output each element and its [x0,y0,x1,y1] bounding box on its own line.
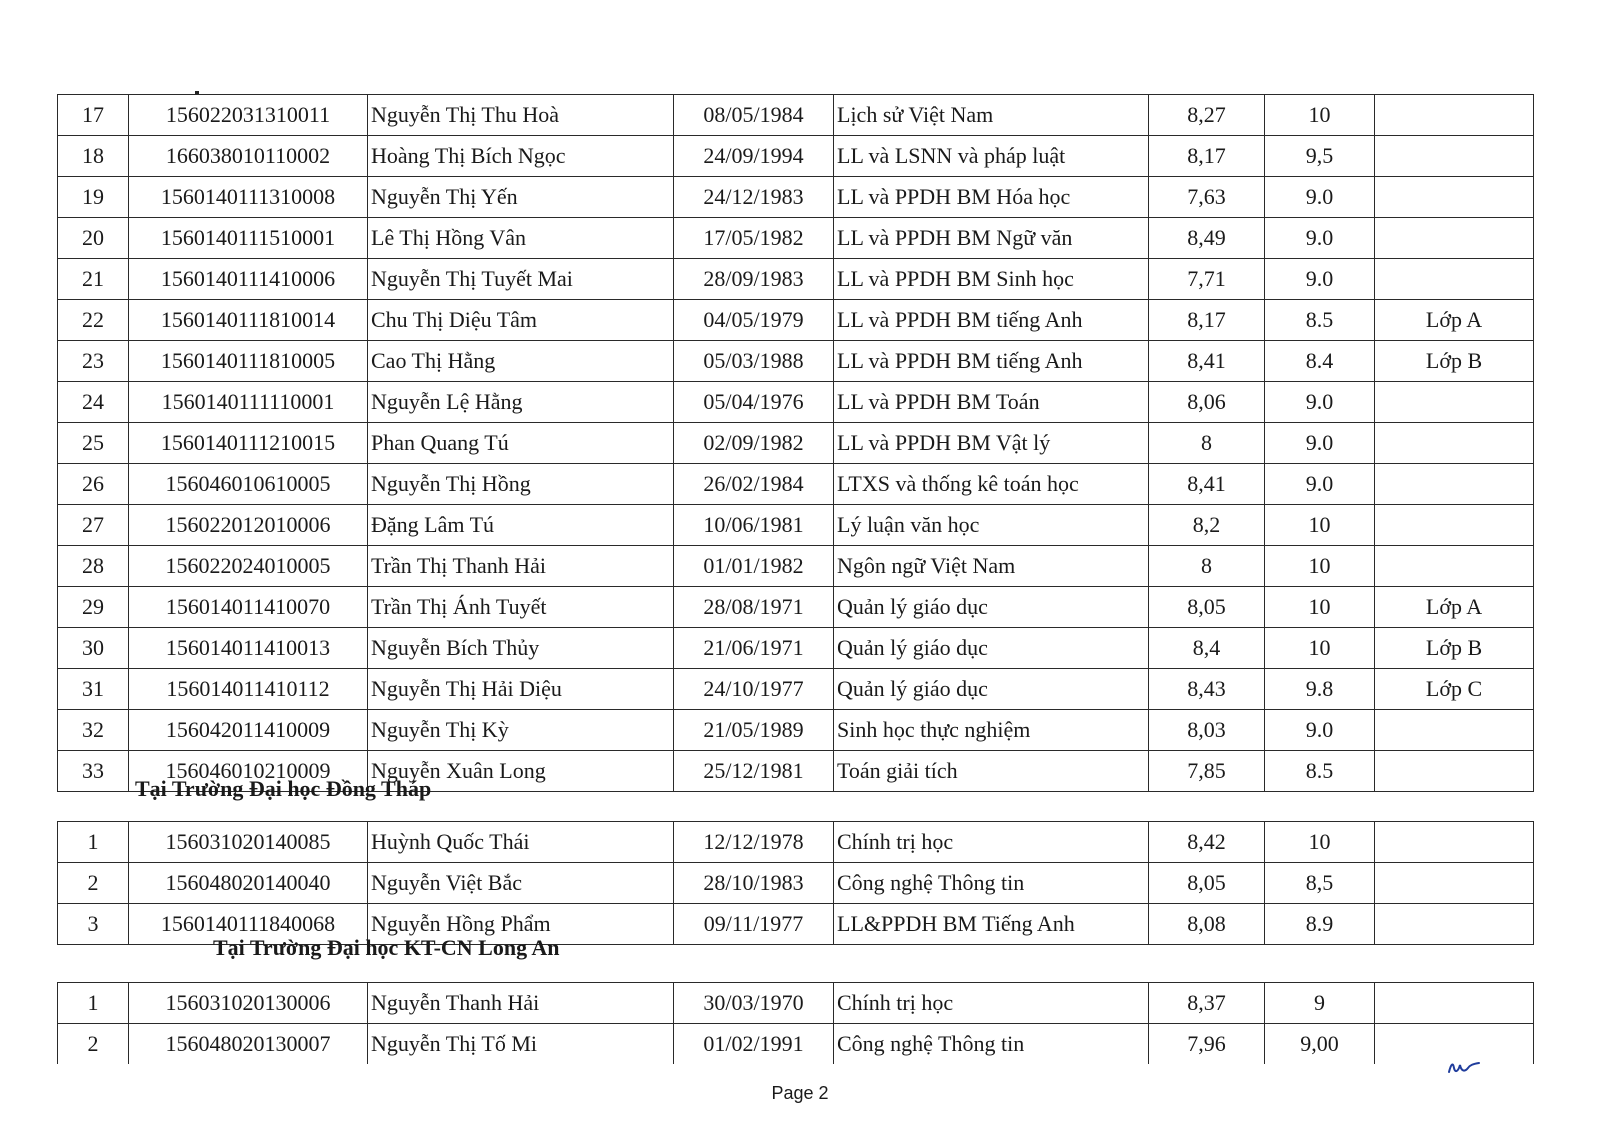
class-note-cell [1375,822,1534,863]
row-number-cell: 20 [58,218,129,259]
table-row [58,710,1534,751]
row-number-cell: 23 [58,341,129,382]
row-number-cell: 21 [58,259,129,300]
student-name-cell: Hoàng Thị Bích Ngọc [368,136,674,177]
student-id-cell: 1560140111810005 [129,341,368,382]
class-note-cell: Lớp A [1375,587,1534,628]
student-name-cell: Nguyễn Thị Tố Mi [368,1024,674,1065]
major-cell: Toán giải tích [834,751,1149,792]
student-name-cell: Nguyễn Thanh Hải [368,983,674,1024]
row-number-cell: 1 [58,983,129,1024]
table-row [58,546,1534,587]
student-name-cell: Trần Thị Ánh Tuyết [368,587,674,628]
average-score-cell: 8,17 [1149,300,1265,341]
thesis-score-cell: 9.0 [1265,177,1375,218]
average-score-cell: 8,41 [1149,464,1265,505]
student-id-cell: 1560140111510001 [129,218,368,259]
average-score-cell: 8,43 [1149,669,1265,710]
student-id-cell: 1560140111810014 [129,300,368,341]
row-number-cell: 24 [58,382,129,423]
student-name-cell: Nguyễn Bích Thủy [368,628,674,669]
major-cell: Quản lý giáo dục [834,628,1149,669]
table-row [58,863,1534,904]
student-id-cell: 156031020140085 [129,822,368,863]
thesis-score-cell: 8.5 [1265,751,1375,792]
thesis-score-cell: 9.0 [1265,423,1375,464]
thesis-score-cell: 9.0 [1265,710,1375,751]
table-row [58,177,1534,218]
student-table-long-an [57,982,1534,1064]
average-score-cell: 7,71 [1149,259,1265,300]
class-note-cell: Lớp B [1375,628,1534,669]
thesis-score-cell: 9.8 [1265,669,1375,710]
average-score-cell: 8,27 [1149,95,1265,136]
table-row [58,983,1534,1024]
table-row [58,822,1534,863]
student-name-cell: Phan Quang Tú [368,423,674,464]
average-score-cell: 8,37 [1149,983,1265,1024]
thesis-score-cell: 9,00 [1265,1024,1375,1065]
student-id-cell: 156031020130006 [129,983,368,1024]
student-id-cell: 1560140111410006 [129,259,368,300]
average-score-cell: 8,41 [1149,341,1265,382]
average-score-cell: 7,96 [1149,1024,1265,1065]
handwritten-initial-icon [1446,1052,1482,1076]
average-score-cell: 8 [1149,423,1265,464]
student-id-cell: 156022031310011 [129,95,368,136]
thesis-score-cell: 8.4 [1265,341,1375,382]
birth-date-cell: 24/12/1983 [674,177,834,218]
row-number-cell: 32 [58,710,129,751]
thesis-score-cell: 9 [1265,983,1375,1024]
thesis-score-cell: 10 [1265,628,1375,669]
row-number-cell: 1 [58,822,129,863]
row-number-cell: 3 [58,904,129,945]
table-row [58,300,1534,341]
table-row [58,218,1534,259]
major-cell: Sinh học thực nghiệm [834,710,1149,751]
birth-date-cell: 21/05/1989 [674,710,834,751]
average-score-cell: 8,2 [1149,505,1265,546]
student-id-cell: 156022012010006 [129,505,368,546]
birth-date-cell: 01/01/1982 [674,546,834,587]
average-score-cell: 8,42 [1149,822,1265,863]
thesis-score-cell: 10 [1265,822,1375,863]
average-score-cell: 8,49 [1149,218,1265,259]
student-name-cell: Nguyễn Thị Hồng [368,464,674,505]
student-name-cell: Trần Thị Thanh Hải [368,546,674,587]
birth-date-cell: 26/02/1984 [674,464,834,505]
thesis-score-cell: 8.5 [1265,300,1375,341]
class-note-cell [1375,464,1534,505]
class-note-cell [1375,751,1534,792]
table-row [58,464,1534,505]
student-name-cell: Nguyễn Thị Tuyết Mai [368,259,674,300]
row-number-cell: 27 [58,505,129,546]
section-title-dong-thap: Tại Trường Đại học Đồng Tháp [135,776,432,801]
major-cell: LL và PPDH BM tiếng Anh [834,300,1149,341]
section-title-long-an: Tại Trường Đại học KT-CN Long An [213,935,560,960]
row-number-cell: 33 [58,751,129,792]
class-note-cell [1375,863,1534,904]
class-note-cell [1375,259,1534,300]
student-id-cell: 156014011410013 [129,628,368,669]
major-cell: LL&PPDH BM Tiếng Anh [834,904,1149,945]
class-note-cell [1375,505,1534,546]
student-id-cell: 156014011410112 [129,669,368,710]
row-number-cell: 2 [58,1024,129,1065]
major-cell: Công nghệ Thông tin [834,1024,1149,1065]
birth-date-cell: 04/05/1979 [674,300,834,341]
average-score-cell: 7,85 [1149,751,1265,792]
thesis-score-cell: 10 [1265,546,1375,587]
birth-date-cell: 02/09/1982 [674,423,834,464]
student-name-cell: Nguyễn Thị Thu Hoà [368,95,674,136]
student-name-cell: Cao Thị Hằng [368,341,674,382]
student-id-cell: 1560140111840068 [129,904,368,945]
birth-date-cell: 17/05/1982 [674,218,834,259]
birth-date-cell: 28/08/1971 [674,587,834,628]
average-score-cell: 7,63 [1149,177,1265,218]
table-row [58,259,1534,300]
birth-date-cell: 09/11/1977 [674,904,834,945]
table-row [58,587,1534,628]
table-row [58,628,1534,669]
row-number-cell: 17 [58,95,129,136]
major-cell: Chính trị học [834,983,1149,1024]
birth-date-cell: 24/09/1994 [674,136,834,177]
class-note-cell [1375,904,1534,945]
table-row [58,423,1534,464]
row-number-cell: 31 [58,669,129,710]
student-id-cell: 1560140111310008 [129,177,368,218]
student-id-cell: 1560140111110001 [129,382,368,423]
birth-date-cell: 24/10/1977 [674,669,834,710]
class-note-cell [1375,218,1534,259]
major-cell: LL và PPDH BM Ngữ văn [834,218,1149,259]
major-cell: LL và PPDH BM Sinh học [834,259,1149,300]
birth-date-cell: 12/12/1978 [674,822,834,863]
major-cell: LTXS và thống kê toán học [834,464,1149,505]
row-number-cell: 22 [58,300,129,341]
major-cell: Lịch sử Việt Nam [834,95,1149,136]
student-name-cell: Nguyễn Việt Bắc [368,863,674,904]
major-cell: LL và LSNN và pháp luật [834,136,1149,177]
row-number-cell: 29 [58,587,129,628]
average-score-cell: 8,05 [1149,863,1265,904]
major-cell: LL và PPDH BM Toán [834,382,1149,423]
thesis-score-cell: 9.0 [1265,464,1375,505]
class-note-cell [1375,983,1534,1024]
class-note-cell [1375,136,1534,177]
class-note-cell: Lớp B [1375,341,1534,382]
table-row [58,1024,1534,1065]
student-name-cell: Huỳnh Quốc Thái [368,822,674,863]
major-cell: LL và PPDH BM Hóa học [834,177,1149,218]
average-score-cell: 8,03 [1149,710,1265,751]
student-id-cell: 156046010210009 [129,751,368,792]
row-number-cell: 28 [58,546,129,587]
thesis-score-cell: 10 [1265,95,1375,136]
student-name-cell: Nguyễn Thị Hải Diệu [368,669,674,710]
major-cell: Lý luận văn học [834,505,1149,546]
birth-date-cell: 28/09/1983 [674,259,834,300]
average-score-cell: 8,08 [1149,904,1265,945]
average-score-cell: 8,17 [1149,136,1265,177]
row-number-cell: 25 [58,423,129,464]
student-name-cell: Nguyễn Thị Kỳ [368,710,674,751]
thesis-score-cell: 9.0 [1265,259,1375,300]
table-row [58,669,1534,710]
table-row [58,505,1534,546]
major-cell: Quản lý giáo dục [834,587,1149,628]
student-id-cell: 156046010610005 [129,464,368,505]
birth-date-cell: 01/02/1991 [674,1024,834,1065]
thesis-score-cell: 9,5 [1265,136,1375,177]
student-name-cell: Nguyễn Xuân Long [368,751,674,792]
birth-date-cell: 05/04/1976 [674,382,834,423]
major-cell: Quản lý giáo dục [834,669,1149,710]
birth-date-cell: 21/06/1971 [674,628,834,669]
thesis-score-cell: 10 [1265,505,1375,546]
thesis-score-cell: 10 [1265,587,1375,628]
student-id-cell: 156048020130007 [129,1024,368,1065]
table-row [58,382,1534,423]
average-score-cell: 8,06 [1149,382,1265,423]
class-note-cell [1375,423,1534,464]
thesis-score-cell: 8.9 [1265,904,1375,945]
average-score-cell: 8,4 [1149,628,1265,669]
class-note-cell [1375,382,1534,423]
student-id-cell: 166038010110002 [129,136,368,177]
student-name-cell: Chu Thị Diệu Tâm [368,300,674,341]
student-table-main [57,94,1534,792]
student-table-dong-thap [57,821,1534,945]
student-name-cell: Lê Thị Hồng Vân [368,218,674,259]
thesis-score-cell: 8,5 [1265,863,1375,904]
class-note-cell [1375,177,1534,218]
student-id-cell: 156042011410009 [129,710,368,751]
student-name-cell: Đặng Lâm Tú [368,505,674,546]
class-note-cell [1375,710,1534,751]
class-note-cell: Lớp C [1375,669,1534,710]
class-note-cell: Lớp A [1375,300,1534,341]
row-number-cell: 19 [58,177,129,218]
student-name-cell: Nguyễn Thị Yến [368,177,674,218]
major-cell: LL và PPDH BM tiếng Anh [834,341,1149,382]
student-id-cell: 156022024010005 [129,546,368,587]
row-number-cell: 30 [58,628,129,669]
major-cell: Ngôn ngữ Việt Nam [834,546,1149,587]
row-number-cell: 18 [58,136,129,177]
birth-date-cell: 30/03/1970 [674,983,834,1024]
birth-date-cell: 05/03/1988 [674,341,834,382]
row-number-cell: 26 [58,464,129,505]
thesis-score-cell: 9.0 [1265,382,1375,423]
student-id-cell: 1560140111210015 [129,423,368,464]
birth-date-cell: 08/05/1984 [674,95,834,136]
birth-date-cell: 10/06/1981 [674,505,834,546]
birth-date-cell: 28/10/1983 [674,863,834,904]
row-number-cell: 2 [58,863,129,904]
major-cell: Công nghệ Thông tin [834,863,1149,904]
table-row [58,341,1534,382]
major-cell: LL và PPDH BM Vật lý [834,423,1149,464]
table-row [58,136,1534,177]
class-note-cell [1375,546,1534,587]
student-id-cell: 156014011410070 [129,587,368,628]
student-name-cell: Nguyễn Hồng Phẩm [368,904,674,945]
student-id-cell: 156048020140040 [129,863,368,904]
table-row [58,95,1534,136]
average-score-cell: 8,05 [1149,587,1265,628]
class-note-cell [1375,95,1534,136]
average-score-cell: 8 [1149,546,1265,587]
major-cell: Chính trị học [834,822,1149,863]
page-number: Page 2 [771,1083,829,1103]
birth-date-cell: 25/12/1981 [674,751,834,792]
student-name-cell: Nguyễn Lệ Hằng [368,382,674,423]
thesis-score-cell: 9.0 [1265,218,1375,259]
